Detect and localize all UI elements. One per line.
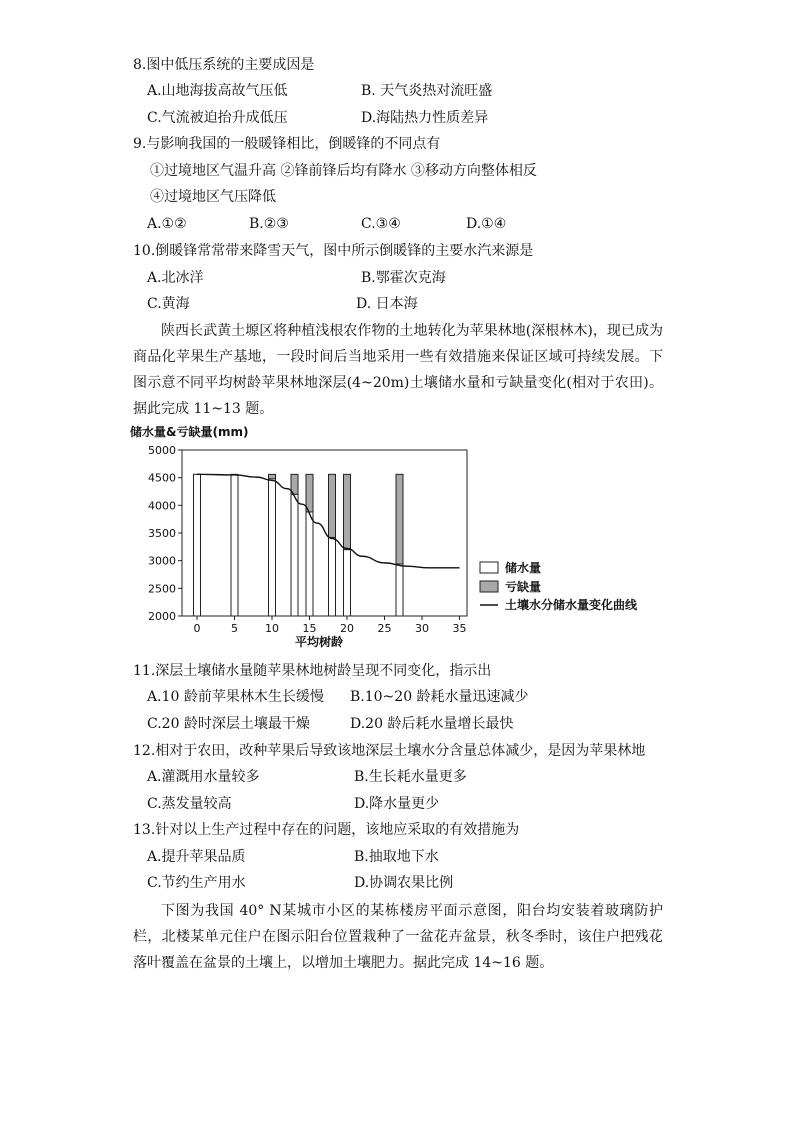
passage-11-13: 陕西长武黄土塬区将种植浅根农作物的土地转化为苹果林地(深根林木)，现已成为商品化苹果生产基地，一段时间后当地采用一些有效措施来保证区域可持续发展。下图示意不同平均树龄苹果林地深层(4~20m)土壤储水量和亏缺量变化(相对于农田)。据此完成 11~13 题。 xyxy=(133,323,663,417)
y-tick-label-0: 2000 xyxy=(148,610,176,623)
deficit-bar-7 xyxy=(396,474,403,564)
chart-legend xyxy=(480,560,638,612)
storage-bar-3 xyxy=(291,494,298,616)
q9-option-d: D.①④ xyxy=(466,216,507,232)
y-tick-label-1: 2500 xyxy=(148,582,176,596)
q13-option-d: D.协调农果比例 xyxy=(354,875,454,891)
q12-option-b: B.生长耗水量更多 xyxy=(354,769,467,785)
q13-stem: 13.针对以上生产过程中存在的问题，该地应采取的有效措施为 xyxy=(133,822,520,838)
q11-option-d: D.20 龄后耗水量增长最快 xyxy=(350,716,514,732)
q8-stem: 8.图中低压系统的主要成因是 xyxy=(133,57,315,73)
q9-stem: 9.与影响我国的一般暖锋相比，倒暖锋的不同点有 xyxy=(133,136,441,152)
y-tick-label-2: 3000 xyxy=(148,554,176,568)
storage-bar-0 xyxy=(194,474,201,616)
storage-bar-4 xyxy=(306,512,313,616)
x-tick-label-6: 30 xyxy=(415,622,429,635)
q10-stem: 10.倒暖锋常常带来降雪天气，图中所示倒暖锋的主要水汽来源是 xyxy=(133,243,534,259)
y-tick-label-3: 3500 xyxy=(148,527,176,540)
y-tick-label-4: 4000 xyxy=(148,499,176,513)
q11-option-b: B.10~20 龄耗水量迅速减少 xyxy=(350,689,529,705)
q8-option-c: C.气流被迫抬升成低压 xyxy=(147,110,288,126)
x-tick-label-3: 15 xyxy=(302,622,317,635)
q11-option-c: C.20 龄时深层土壤最干燥 xyxy=(147,716,310,732)
x-tick-label-7: 35 xyxy=(452,622,467,635)
deficit-bar-6 xyxy=(344,474,351,549)
q10-option-d: D. 日本海 xyxy=(356,296,418,312)
deficit-bar-5 xyxy=(329,474,336,537)
q12-option-c: C.蒸发量较高 xyxy=(147,796,232,812)
q13-option-b: B.抽取地下水 xyxy=(354,849,439,865)
q13-option-a: A.提升苹果品质 xyxy=(147,849,246,865)
q10-option-a: A.北冰洋 xyxy=(147,270,204,286)
x-tick-label-2: 10 xyxy=(265,622,279,635)
q8-option-b: B. 天气炎热对流旺盛 xyxy=(361,83,493,99)
legend-label-storage: 储水量 xyxy=(505,561,542,575)
x-tick-label-0: 0 xyxy=(193,622,201,635)
q8-option-d: D.海陆热力性质差异 xyxy=(361,110,489,126)
q12-stem: 12.相对于农田，改种苹果后导致该地深层土壤水分含量总体减少，是因为苹果林地 xyxy=(133,743,646,759)
storage-bar-7 xyxy=(396,564,403,616)
q9-statements-1: ①过境地区气温升高 ②锋前锋后均有降水 ③移动方向整体相反 xyxy=(150,163,537,179)
q10-option-b: B.鄂霍次克海 xyxy=(361,270,446,286)
storage-bar-6 xyxy=(344,550,351,616)
passage-14-16: 下图为我国 40° N某城市小区的某栋楼房平面示意图，阳台均安装着玻璃防护栏，北楼某单元住户在图示阳台位置栽种了一盆花卉盆景，秋冬季时，该住户把残花落叶覆盖在盆景的土壤上，以增加土壤肥力。据此完成 14~16 题。 xyxy=(133,903,663,971)
storage-bar-1 xyxy=(231,474,238,616)
q13-option-c: C.节约生产用水 xyxy=(147,875,246,891)
q10-option-c: C.黄海 xyxy=(147,296,190,312)
x-tick-label-1: 5 xyxy=(231,622,238,635)
x-tick-label-5: 25 xyxy=(377,622,392,635)
y-tick-label-5: 4500 xyxy=(148,471,176,485)
y-axis-label: 储水量&亏缺量(mm) xyxy=(130,425,249,439)
x-axis-label: 平均树龄 xyxy=(295,635,344,649)
x-tick-label-4: 20 xyxy=(340,622,354,635)
storage-bar-5 xyxy=(329,537,336,616)
q11-option-a: A.10 龄前苹果林木生长缓慢 xyxy=(147,689,324,705)
q11-stem: 11.深层土壤储水量随苹果林地树龄呈现不同变化，指示出 xyxy=(133,663,492,679)
q12-option-d: D.降水量更少 xyxy=(354,796,440,812)
q9-option-a: A.①② xyxy=(147,216,187,232)
q8-option-a: A.山地海拔高故气压低 xyxy=(147,83,288,99)
soil-water-chart xyxy=(130,422,660,652)
storage-bar-2 xyxy=(269,479,276,616)
q9-option-b: B.②③ xyxy=(249,216,289,232)
q12-option-a: A.灌溉用水量较多 xyxy=(147,769,260,785)
q9-statements-2: ④过境地区气压降低 xyxy=(150,189,276,205)
q9-option-c: C.③④ xyxy=(361,216,401,232)
legend-label-deficit: 亏缺量 xyxy=(505,580,542,594)
deficit-bar-2 xyxy=(269,474,276,478)
legend-swatch-storage xyxy=(480,562,498,573)
chart-bars xyxy=(194,474,404,616)
legend-label-curve: 土壤水分储水量变化曲线 xyxy=(505,598,638,612)
y-tick-label-6: 5000 xyxy=(148,444,176,457)
deficit-bar-4 xyxy=(306,474,313,512)
legend-swatch-deficit xyxy=(480,581,498,592)
